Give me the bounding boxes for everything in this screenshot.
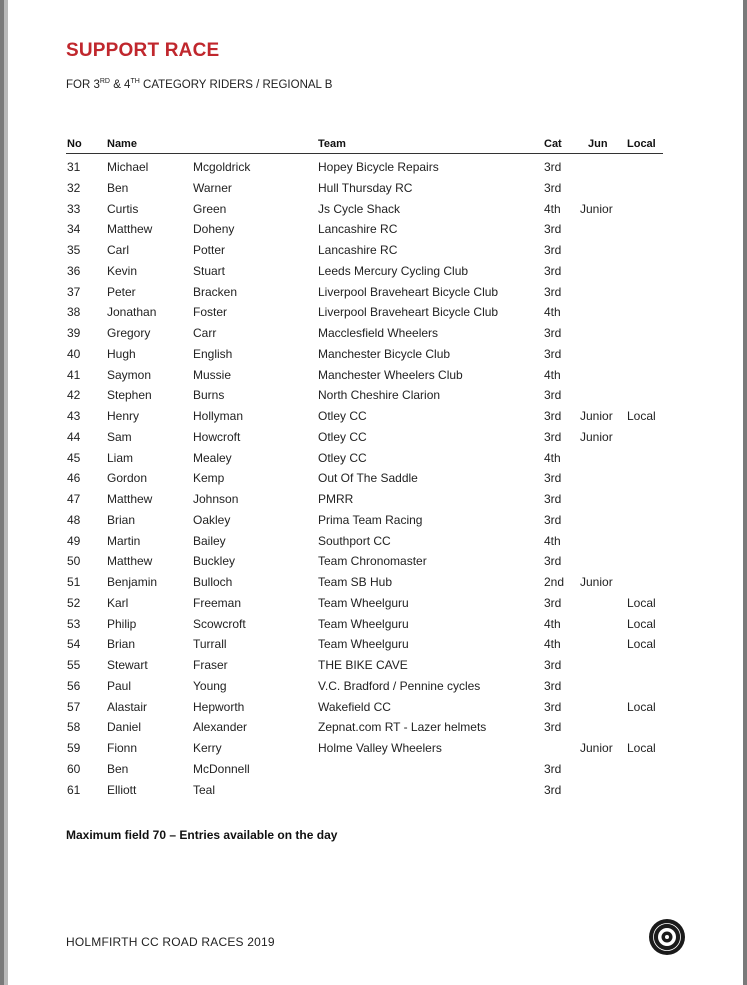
column-header-local: Local — [627, 138, 656, 150]
cell-team: Team Wheelguru — [318, 595, 409, 610]
cell-team: Leeds Mercury Cycling Club — [318, 263, 469, 278]
cell-junior: Junior — [580, 741, 613, 755]
cell-team: North Cheshire Clarion — [318, 388, 441, 403]
cell-team: Team Wheelguru — [318, 637, 409, 652]
cell-last-name: Mcgoldrick — [193, 160, 251, 174]
cell-team: Prima Team Racing — [318, 512, 423, 527]
cell-team: Wakefield CC — [318, 699, 391, 714]
cell-team: Hull Thursday RC — [318, 180, 413, 195]
cell-junior: Junior — [580, 575, 613, 589]
table-row — [8, 698, 743, 719]
cell-last-name: Warner — [193, 180, 232, 195]
cell-cat: 3rd — [544, 284, 562, 299]
cell-last-name: Fraser — [193, 658, 228, 672]
cell-no: 43 — [67, 409, 81, 423]
column-header-name: Name — [107, 138, 137, 150]
cell-cat: 3rd — [544, 388, 562, 403]
cell-last-name: Mussie — [193, 367, 232, 382]
cell-team: Macclesfield Wheelers — [318, 326, 439, 340]
header-rule — [66, 153, 663, 154]
cell-first-name: Gordon — [107, 471, 148, 486]
cell-local: Local — [627, 699, 656, 714]
table-row — [8, 324, 743, 345]
table-row — [8, 490, 743, 511]
cell-team: PMRR — [318, 492, 354, 506]
cell-last-name: Bulloch — [193, 575, 233, 589]
cell-team: Lancashire RC — [318, 243, 398, 257]
table-row — [8, 241, 743, 262]
table-row — [8, 677, 743, 698]
table-row — [8, 594, 743, 615]
cell-first-name: Fionn — [107, 741, 138, 755]
table-row — [8, 615, 743, 636]
cell-first-name: Peter — [107, 284, 136, 299]
cell-first-name: Elliott — [107, 782, 137, 797]
table-row — [8, 635, 743, 656]
cell-cat: 4th — [544, 450, 561, 465]
cell-last-name: Foster — [193, 305, 228, 320]
page-title: SUPPORT RACE — [66, 40, 220, 61]
cell-no: 55 — [67, 658, 81, 672]
cell-team: Zepnat.com RT - Lazer helmets — [318, 720, 487, 735]
cell-cat: 4th — [544, 367, 561, 382]
table-row — [8, 532, 743, 553]
table-row — [8, 179, 743, 200]
cell-first-name: Matthew — [107, 492, 153, 506]
cell-team: Team Chronomaster — [318, 554, 427, 569]
cell-cat: 4th — [544, 637, 561, 652]
cell-first-name: Paul — [107, 678, 132, 693]
cell-last-name: Bailey — [193, 533, 226, 548]
cell-team: Js Cycle Shack — [318, 201, 401, 216]
cell-no: 45 — [67, 450, 81, 465]
cell-no: 48 — [67, 512, 81, 527]
table-row — [8, 781, 743, 802]
cell-first-name: Hugh — [107, 346, 136, 361]
cell-no: 59 — [67, 741, 81, 755]
cell-no: 47 — [67, 492, 81, 506]
cell-last-name: Alexander — [193, 720, 248, 735]
cell-cat: 3rd — [544, 595, 562, 610]
cell-junior: Junior — [580, 409, 613, 423]
cell-cat: 4th — [544, 201, 561, 216]
cell-first-name: Stewart — [107, 658, 148, 672]
cell-cat: 3rd — [544, 699, 562, 714]
cell-last-name: Buckley — [193, 554, 236, 569]
cell-last-name: Teal — [193, 782, 216, 797]
cell-first-name: Benjamin — [107, 575, 158, 589]
cell-no: 54 — [67, 637, 81, 652]
document-page — [8, 0, 743, 985]
entries-note: Maximum field 70 – Entries available on the day — [66, 828, 338, 842]
cell-last-name: Young — [193, 678, 227, 693]
cell-last-name: Oakley — [193, 512, 231, 527]
table-row — [8, 158, 743, 179]
cell-first-name: Philip — [107, 616, 137, 631]
cell-team: Hopey Bicycle Repairs — [318, 160, 439, 174]
cell-last-name: Scowcroft — [193, 616, 246, 631]
cell-no: 31 — [67, 160, 81, 174]
cell-first-name: Sam — [107, 429, 132, 444]
cell-last-name: Hepworth — [193, 699, 245, 714]
cell-team: Southport CC — [318, 533, 391, 548]
table-row — [8, 345, 743, 366]
cell-no: 44 — [67, 429, 81, 444]
table-row — [8, 739, 743, 760]
cell-team: Manchester Wheelers Club — [318, 367, 463, 382]
column-header-jun: Jun — [588, 138, 608, 150]
cell-first-name: Martin — [107, 533, 141, 548]
cell-last-name: Kemp — [193, 471, 225, 486]
cell-team: Otley CC — [318, 450, 367, 465]
cell-cat: 3rd — [544, 180, 562, 195]
table-row — [8, 262, 743, 283]
table-row — [8, 220, 743, 241]
cell-team: Team Wheelguru — [318, 616, 409, 631]
column-header-team: Team — [318, 138, 346, 150]
table-row — [8, 760, 743, 781]
cell-local: Local — [627, 616, 656, 631]
table-row — [8, 469, 743, 490]
cell-no: 42 — [67, 388, 81, 403]
cell-last-name: Potter — [193, 243, 226, 257]
cell-team: Team SB Hub — [318, 575, 393, 589]
table-row — [8, 573, 743, 594]
cell-cat: 3rd — [544, 782, 562, 797]
cell-cat: 3rd — [544, 429, 562, 444]
cell-no: 36 — [67, 263, 81, 278]
cell-last-name: Doheny — [193, 222, 235, 237]
cell-cat: 3rd — [544, 658, 562, 672]
cell-team: Liverpool Braveheart Bicycle Club — [318, 305, 499, 320]
rider-table — [8, 158, 743, 801]
cell-cat: 3rd — [544, 761, 562, 776]
cell-no: 56 — [67, 678, 81, 693]
cell-team: Otley CC — [318, 429, 367, 444]
cell-first-name: Matthew — [107, 222, 153, 237]
cell-team: V.C. Bradford / Pennine cycles — [318, 678, 481, 693]
cell-no: 46 — [67, 471, 81, 486]
cell-no: 33 — [67, 201, 81, 216]
cell-no: 41 — [67, 367, 81, 382]
cell-team: Holme Valley Wheelers — [318, 741, 442, 755]
cell-cat: 4th — [544, 616, 561, 631]
cell-team: Manchester Bicycle Club — [318, 346, 451, 361]
cell-first-name: Daniel — [107, 720, 142, 735]
cell-last-name: Turrall — [193, 637, 227, 652]
cell-local: Local — [627, 741, 656, 755]
cell-last-name: Mealey — [193, 450, 232, 465]
cell-last-name: Johnson — [193, 492, 239, 506]
cell-no: 60 — [67, 761, 81, 776]
cell-cat: 4th — [544, 305, 561, 320]
cell-team: Liverpool Braveheart Bicycle Club — [318, 284, 499, 299]
cell-junior: Junior — [580, 429, 613, 444]
table-row — [8, 366, 743, 387]
table-row — [8, 407, 743, 428]
cell-local: Local — [627, 637, 656, 652]
cell-first-name: Gregory — [107, 326, 151, 340]
cell-last-name: Howcroft — [193, 429, 241, 444]
table-row — [8, 283, 743, 304]
cell-cat: 3rd — [544, 326, 562, 340]
cell-last-name: Burns — [193, 388, 225, 403]
cell-cat: 3rd — [544, 554, 562, 569]
cell-cat: 3rd — [544, 492, 562, 506]
cell-cat: 3rd — [544, 720, 562, 735]
column-header-cat: Cat — [544, 138, 562, 150]
table-row — [8, 449, 743, 470]
cell-cat: 2nd — [544, 575, 565, 589]
cell-last-name: Carr — [193, 326, 217, 340]
table-row — [8, 552, 743, 573]
cell-first-name: Ben — [107, 180, 129, 195]
cell-local: Local — [627, 409, 656, 423]
cell-no: 37 — [67, 284, 81, 299]
cell-first-name: Brian — [107, 512, 136, 527]
club-logo-icon — [648, 918, 686, 956]
cell-last-name: Bracken — [193, 284, 238, 299]
cell-cat: 3rd — [544, 160, 562, 174]
cell-first-name: Liam — [107, 450, 134, 465]
table-row — [8, 718, 743, 739]
cell-local: Local — [627, 595, 656, 610]
cell-cat: 4th — [544, 533, 561, 548]
cell-first-name: Stephen — [107, 388, 152, 403]
cell-first-name: Alastair — [107, 699, 148, 714]
table-row — [8, 386, 743, 407]
cell-cat: 3rd — [544, 471, 562, 486]
cell-cat: 3rd — [544, 243, 562, 257]
cell-first-name: Saymon — [107, 367, 152, 382]
cell-no: 39 — [67, 326, 81, 340]
cell-no: 57 — [67, 699, 81, 714]
cell-cat: 3rd — [544, 678, 562, 693]
cell-team: Otley CC — [318, 409, 367, 423]
cell-no: 61 — [67, 782, 81, 797]
cell-first-name: Henry — [107, 409, 140, 423]
cell-first-name: Karl — [107, 595, 129, 610]
cell-cat: 3rd — [544, 512, 562, 527]
cell-last-name: Kerry — [193, 741, 222, 755]
cell-no: 52 — [67, 595, 81, 610]
cell-first-name: Jonathan — [107, 305, 157, 320]
cell-last-name: Green — [193, 201, 227, 216]
cell-no: 49 — [67, 533, 81, 548]
table-row — [8, 428, 743, 449]
table-row — [8, 656, 743, 677]
cell-no: 50 — [67, 554, 81, 569]
cell-first-name: Kevin — [107, 263, 138, 278]
cell-no: 53 — [67, 616, 81, 631]
cell-first-name: Ben — [107, 761, 129, 776]
cell-last-name: McDonnell — [193, 761, 250, 776]
page-subtitle: FOR 3RD & 4TH CATEGORY RIDERS / REGIONAL B — [66, 78, 333, 91]
cell-no: 38 — [67, 305, 81, 320]
cell-last-name: Stuart — [193, 263, 226, 278]
cell-first-name: Michael — [107, 160, 149, 174]
cell-cat: 3rd — [544, 222, 562, 237]
cell-cat: 3rd — [544, 409, 562, 423]
cell-no: 40 — [67, 346, 81, 361]
cell-last-name: Hollyman — [193, 409, 244, 423]
cell-team: Out Of The Saddle — [318, 471, 418, 486]
cell-first-name: Curtis — [107, 201, 139, 216]
cell-no: 32 — [67, 180, 81, 195]
table-row — [8, 303, 743, 324]
cell-no: 51 — [67, 575, 81, 589]
cell-first-name: Brian — [107, 637, 136, 652]
cell-last-name: English — [193, 346, 233, 361]
table-row — [8, 200, 743, 221]
cell-no: 34 — [67, 222, 81, 237]
table-row — [8, 511, 743, 532]
cell-no: 58 — [67, 720, 81, 735]
page-footer: HOLMFIRTH CC ROAD RACES 2019 — [66, 935, 275, 949]
cell-last-name: Freeman — [193, 595, 242, 610]
cell-team: Lancashire RC — [318, 222, 398, 237]
cell-cat: 3rd — [544, 346, 562, 361]
cell-junior: Junior — [580, 201, 613, 216]
column-header-no: No — [67, 138, 82, 150]
cell-cat: 3rd — [544, 263, 562, 278]
cell-first-name: Matthew — [107, 554, 153, 569]
cell-first-name: Carl — [107, 243, 130, 257]
cell-no: 35 — [67, 243, 81, 257]
cell-team: THE BIKE CAVE — [318, 658, 408, 672]
